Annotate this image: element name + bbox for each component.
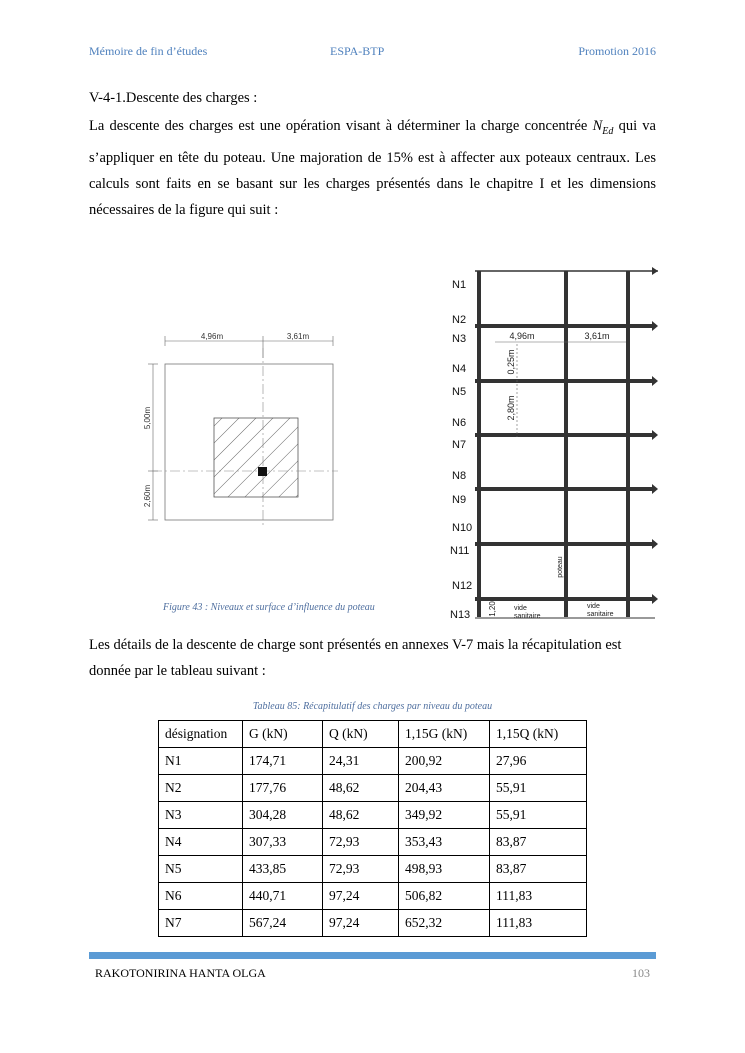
table-cell: 27,96 <box>490 748 587 775</box>
table-cell: 498,93 <box>399 856 490 883</box>
elevation-dim-slab: 0,25m <box>506 349 516 375</box>
table-cell: N6 <box>159 883 243 910</box>
level-label: N6 <box>452 417 467 429</box>
table-cell: 97,24 <box>323 910 399 937</box>
ned-symbol: $N_{Ed}$ <box>592 118 614 137</box>
footer-author: RAKOTONIRINA HANTA OLGA <box>95 966 266 980</box>
table-cell: 349,92 <box>399 802 490 829</box>
table-cell: N4 <box>159 829 243 856</box>
elevation-dim-span-left: 4,96m <box>509 331 535 341</box>
summary-paragraph: Les détails de la descente de charge sont présentés en annexes V-7 mais la récapitulation est donnée par le tableau suivant : <box>89 637 622 679</box>
elevation-view-figure <box>440 262 665 622</box>
header-right: Promotion 2016 <box>578 44 656 58</box>
level-label: N7 <box>452 439 467 451</box>
table-cell: 307,33 <box>243 829 323 856</box>
table-header-cell: Q (kN) <box>323 721 399 748</box>
table-cell: 72,93 <box>323 829 399 856</box>
table-cell: 304,28 <box>243 802 323 829</box>
level-label: N1 <box>452 279 467 291</box>
table-header-cell: désignation <box>159 721 243 748</box>
table-header-row <box>159 721 587 748</box>
section-title: V-4-1.Descente des charges : <box>89 90 258 106</box>
table-cell: 111,83 <box>490 910 587 937</box>
level-label: N12 <box>452 580 473 592</box>
level-label: N3 <box>452 333 467 345</box>
table-cell: 433,85 <box>243 856 323 883</box>
level-label: N13 <box>450 609 471 621</box>
figure-caption: Figure 43 : Niveaux et surface d’influence du poteau <box>163 602 375 613</box>
level-label: N9 <box>452 494 467 506</box>
table-cell: 55,91 <box>490 775 587 802</box>
intro-paragraph <box>89 113 656 223</box>
header-left: Mémoire de fin d’études <box>89 44 208 58</box>
plan-dim-top-right: 3,61m <box>286 332 310 341</box>
level-label: N11 <box>450 545 470 557</box>
table-cell: 506,82 <box>399 883 490 910</box>
void-left-label: vide sanitaire <box>514 605 541 620</box>
elevation-dim-height: 2,80m <box>506 395 516 421</box>
intro-text-after: qui va s’appliquer en tête du poteau. Une majoration de 15% est à affecter aux poteaux centraux. Les calculs sont faits en se basant sur les charges présentés dans le chapitre I et les dimensions nécessaires de la figure qui suit : <box>89 118 656 218</box>
level-label: N2 <box>452 314 467 326</box>
elevation-dim-bottom: 1,20 <box>488 601 497 617</box>
table-cell: 83,87 <box>490 829 587 856</box>
level-label: N10 <box>452 522 473 534</box>
table-row <box>159 775 587 802</box>
table-cell: 567,24 <box>243 910 323 937</box>
table-caption: Tableau 85: Récapitulatif des charges par niveau du poteau <box>252 701 493 712</box>
table-row <box>159 829 587 856</box>
table-row <box>159 910 587 937</box>
table-cell: 353,43 <box>399 829 490 856</box>
charges-table <box>158 720 587 937</box>
table-row <box>159 856 587 883</box>
table-cell: 97,24 <box>323 883 399 910</box>
table-cell: 24,31 <box>323 748 399 775</box>
elevation-dim-span-right: 3,61m <box>584 331 610 341</box>
intro-text-before: La descente des charges est une opération visant à déterminer la charge concentrée <box>89 118 593 134</box>
table-row <box>159 883 587 910</box>
column-label: poteau <box>557 556 564 578</box>
table-cell: 72,93 <box>323 856 399 883</box>
table-row <box>159 748 587 775</box>
table-cell: 174,71 <box>243 748 323 775</box>
table-header-cell: 1,15Q (kN) <box>490 721 587 748</box>
table-cell: 652,32 <box>399 910 490 937</box>
table-cell: 440,71 <box>243 883 323 910</box>
table-cell: N3 <box>159 802 243 829</box>
table-cell: 204,43 <box>399 775 490 802</box>
level-label: N5 <box>452 386 467 398</box>
table-cell: 48,62 <box>323 775 399 802</box>
page-number: 103 <box>632 966 650 980</box>
void-right-label: vide sanitaire <box>587 603 614 618</box>
level-label: N4 <box>452 363 467 375</box>
table-header-cell: 1,15G (kN) <box>399 721 490 748</box>
table-row <box>159 802 587 829</box>
plan-dim-left-lower: 2,60m <box>143 484 152 508</box>
header-center: ESPA-BTP <box>330 44 385 58</box>
table-cell: 177,76 <box>243 775 323 802</box>
table-cell: 55,91 <box>490 802 587 829</box>
table-cell: 48,62 <box>323 802 399 829</box>
plan-dim-left-upper: 5,00m <box>143 406 152 430</box>
table-cell: 111,83 <box>490 883 587 910</box>
table-cell: N1 <box>159 748 243 775</box>
plan-dim-top-left: 4,96m <box>200 332 224 341</box>
table-cell: N5 <box>159 856 243 883</box>
table-header-cell: G (kN) <box>243 721 323 748</box>
table-cell: N2 <box>159 775 243 802</box>
level-label: N8 <box>452 470 467 482</box>
table-cell: N7 <box>159 910 243 937</box>
table-cell: 83,87 <box>490 856 587 883</box>
footer-divider <box>89 952 656 959</box>
plan-view-figure <box>140 330 340 530</box>
table-cell: 200,92 <box>399 748 490 775</box>
